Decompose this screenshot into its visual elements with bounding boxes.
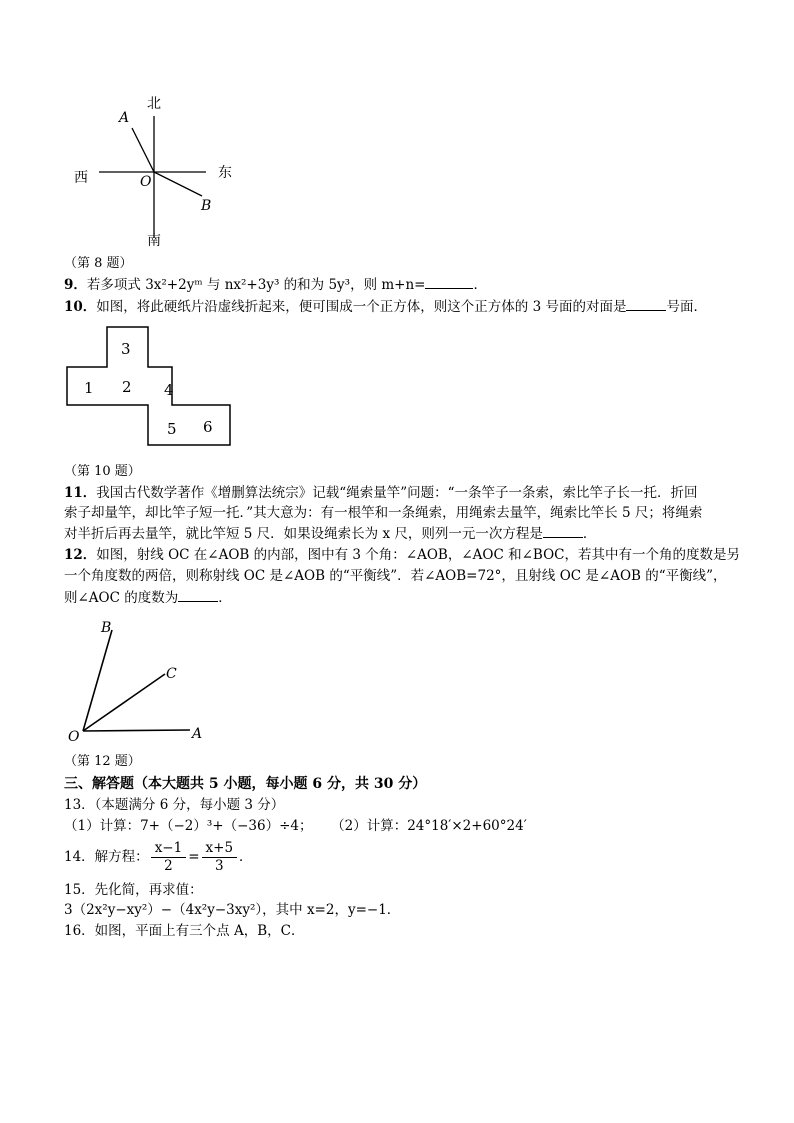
question-9 (64, 274, 487, 295)
q14-end: ． (239, 849, 253, 865)
face-6: 6 (203, 418, 213, 436)
q11-line3: 对半折后再去量竿，就比竿短 5 尺．如果设绳索长为 x 尺，则列一元一次方程是 (64, 526, 543, 542)
q11-answer-blank[interactable] (543, 523, 583, 538)
q14-right-fraction (202, 840, 238, 875)
point-b-label: B (101, 620, 112, 636)
point-o-label: O (68, 729, 80, 745)
face-3: 3 (121, 340, 131, 358)
q12-line3: 则∠AOC 的度数为 (64, 590, 179, 606)
point-c-label: C (166, 666, 177, 682)
q10-end: 号面． (666, 299, 707, 315)
q9-answer-blank[interactable] (425, 274, 473, 289)
point-a-label: A (119, 110, 130, 126)
point-a-label: A (192, 726, 203, 742)
q12-answer-blank[interactable] (178, 587, 218, 602)
question-11-line2: 索子却量竿，却比竿子短一托．”其大意为：有一根竿和一条绳索，用绳索去量竿，绳索比竿长 5 尺；将绳索 (64, 505, 703, 521)
question-11-line3 (64, 523, 596, 544)
q14-right-numerator: x+5 (202, 840, 238, 858)
question-16: 16．如图，平面上有三个点 A，B，C． (64, 923, 305, 939)
south-label: 南 (147, 233, 161, 249)
q14-left-fraction (151, 840, 187, 875)
fig12-caption: （第 12 题） (64, 754, 141, 769)
fig10-cube-net-diagram (64, 326, 239, 451)
q13-part1: （1）计算：7+（−2）³+（−36）÷4； (64, 818, 313, 834)
question-15-expression: 3（2x²y−xy²）−（4x²y−3xy²），其中 x=2，y=−1． (64, 902, 401, 918)
question-15-head: 15．先化简，再求值： (64, 882, 203, 898)
q14-head: 14．解方程： (64, 849, 149, 865)
fig8-caption: （第 8 题） (64, 256, 133, 271)
fig10-caption: （第 10 题） (64, 464, 141, 479)
q12-end: ． (218, 590, 232, 606)
q14-left-denominator: 2 (164, 858, 173, 874)
q14-equals: = (188, 849, 200, 865)
face-1: 1 (84, 379, 94, 397)
q9-end: ． (473, 277, 487, 293)
question-12-line1 (64, 545, 740, 565)
north-label: 北 (147, 96, 161, 112)
q14-left-numerator: x−1 (151, 840, 187, 858)
question-10 (64, 296, 707, 317)
face-4: 4 (164, 381, 174, 399)
q11-end: ． (582, 526, 597, 542)
q10-answer-blank[interactable] (626, 296, 666, 311)
question-14 (64, 838, 253, 878)
face-5: 5 (167, 420, 177, 438)
east-label: 东 (218, 165, 232, 181)
q11-line1: 我国古代数学著作《增删算法统宗》记载“绳索量竿”问题：“一条竿子一条索，索比竿子长一托．折回 (96, 485, 698, 501)
question-13-head: 13．（本题满分 6 分，每小题 3 分） (64, 797, 285, 813)
q10-text: 如图，将此硬纸片沿虚线折起来，便可围成一个正方体，则这个正方体的 3 号面的对面是 (96, 299, 627, 315)
point-b-label: B (201, 198, 212, 214)
question-13-parts (64, 816, 527, 836)
fig12-angle-diagram (64, 614, 224, 749)
fig8-compass-diagram (64, 88, 264, 253)
question-11-line1 (64, 483, 698, 503)
q10-number: 10． (64, 299, 97, 315)
section-3-title: 三、解答题（本大题共 5 小题，每小题 6 分，共 30 分） (64, 776, 427, 792)
question-12-line2: 一个角度数的两倍，则称射线 OC 是∠AOB 的“平衡线”．若∠AOB=72°，且射线 OC 是∠AOB 的“平衡线”， (64, 568, 727, 584)
point-o-label: O (140, 174, 152, 190)
q13-part2: （2）计算：24°18′×2+60°24′ (331, 818, 527, 834)
face-2: 2 (122, 378, 132, 396)
question-12-line3 (64, 587, 232, 608)
west-label: 西 (74, 170, 88, 186)
q9-text: 若多项式 3x²+2yᵐ 与 nx²+3y³ 的和为 5y³，则 m+n= (86, 277, 426, 293)
q9-number: 9． (64, 277, 87, 293)
q14-right-denominator: 3 (214, 858, 224, 874)
q11-number: 11． (64, 485, 97, 501)
q12-line1: 如图，射线 OC 在∠AOB 的内部，图中有 3 个角：∠AOB，∠AOC 和∠BOC，若其中有一个角的度数是另 (96, 547, 740, 563)
q12-number: 12． (64, 547, 97, 563)
